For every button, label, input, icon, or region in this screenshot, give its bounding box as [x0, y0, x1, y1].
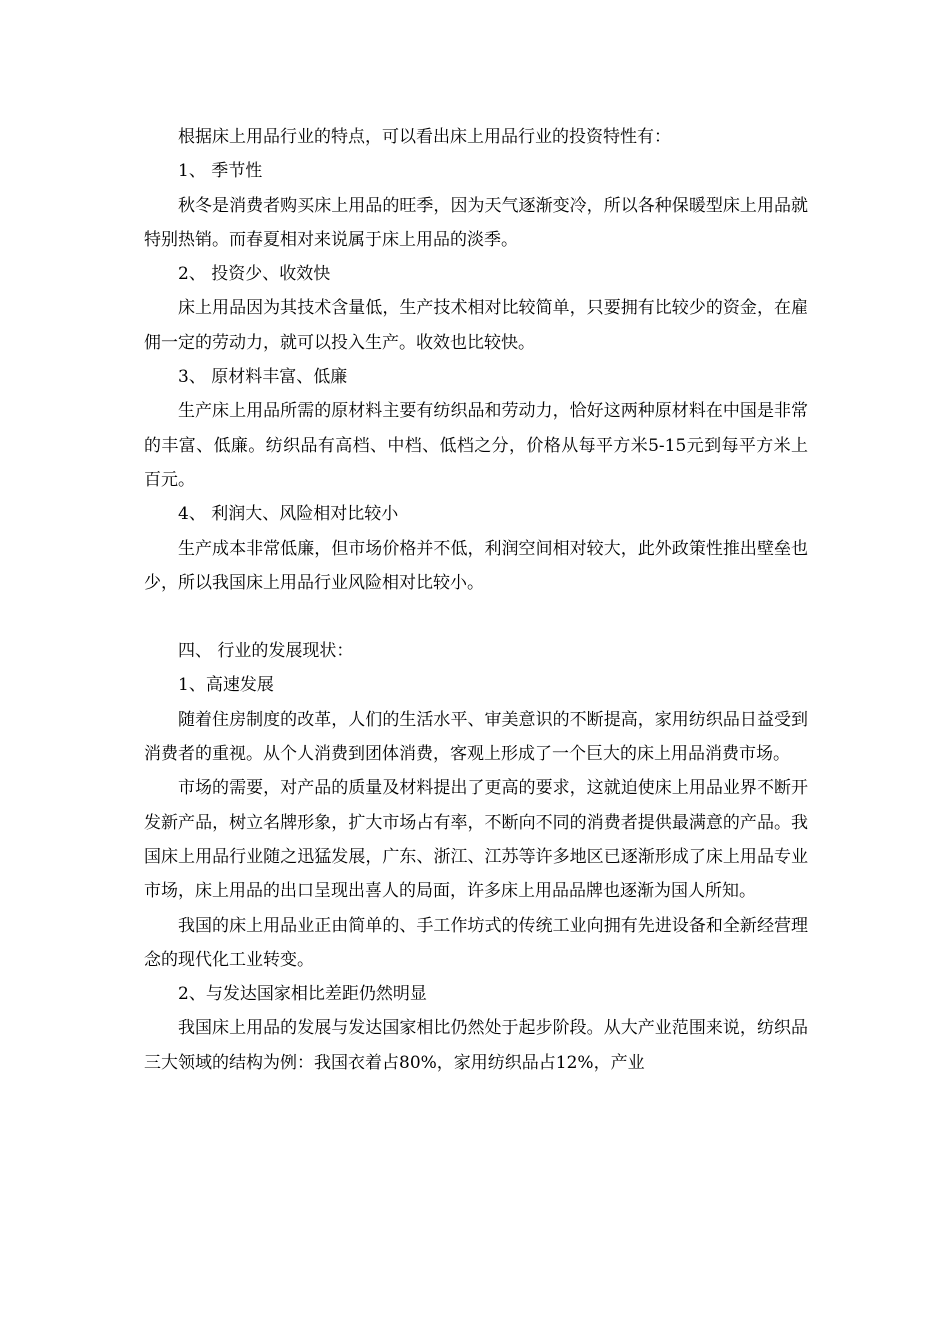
heading-seasonality: 1、 季节性 — [178, 161, 263, 182]
body-paragraph: 市场的需要，对产品的质量及材料提出了更高的要求，这就迫使床上用品业界不断开发新产品，树立名牌形象，扩大市场占有率，不断向不同的消费者提供最满意的产品。我国床上用品行业随之迅猛发展，广东、浙江、江苏等许多地区已逐渐形成了床上用品专业市场，床上用品的出口呈现出喜人的局面，许多床上用品品牌也逐渐为国人所知。 — [144, 778, 808, 902]
body-paragraph: 生产床上用品所需的原材料主要有纺织品和劳动力，恰好这两种原材料在中国是非常的丰富、低廉。纺织品有高档、中档、低档之分，价格从每平方米5-15元到每平方米上百元。 — [144, 401, 808, 490]
heading-raw-materials: 3、 原材料丰富、低廉 — [178, 367, 348, 388]
heading-profit-risk: 4、 利润大、风险相对比较小 — [178, 504, 399, 525]
body-paragraph: 生产成本非常低廉，但市场价格并不低，利润空间相对较大，此外政策性推出壁垒也少，所以我国床上用品行业风险相对比较小。 — [144, 538, 808, 593]
document-page — [144, 120, 808, 1080]
body-paragraph: 随着住房制度的改革，人们的生活水平、审美意识的不断提高，家用纺织品日益受到消费者的重视。从个人消费到团体消费，客观上形成了一个巨大的床上用品消费市场。 — [144, 709, 808, 765]
heading-gap-developed: 2、与发达国家相比差距仍然明显 — [178, 984, 427, 1005]
blank-line — [144, 600, 808, 634]
body-paragraph: 我国的床上用品业正由简单的、手工作坊式的传统工业向拥有先进设备和全新经营理念的现代化工业转变。 — [144, 915, 808, 970]
section-investment-traits — [144, 120, 808, 600]
intro-paragraph: 根据床上用品行业的特点，可以看出床上用品行业的投资特性有： — [178, 127, 671, 147]
section-industry-status — [144, 634, 808, 1080]
body-paragraph: 秋冬是消费者购买床上用品的旺季，因为天气逐渐变冷，所以各种保暖型床上用品就特别热销。而春夏相对来说属于床上用品的淡季。 — [144, 195, 808, 250]
body-paragraph: 床上用品因为其技术含量低，生产技术相对比较简单，只要拥有比较少的资金，在雇佣一定的劳动力，就可以投入生产。收效也比较快。 — [144, 298, 808, 353]
heading-low-investment: 2、 投资少、收效快 — [178, 264, 331, 285]
heading-rapid-growth: 1、高速发展 — [178, 675, 274, 696]
body-paragraph: 我国床上用品的发展与发达国家相比仍然处于起步阶段。从大产业范围来说，纺织品三大领域的结构为例：我国衣着占80%，家用纺织品占12%，产业 — [144, 1018, 808, 1073]
section-heading: 四、 行业的发展现状： — [178, 641, 354, 662]
